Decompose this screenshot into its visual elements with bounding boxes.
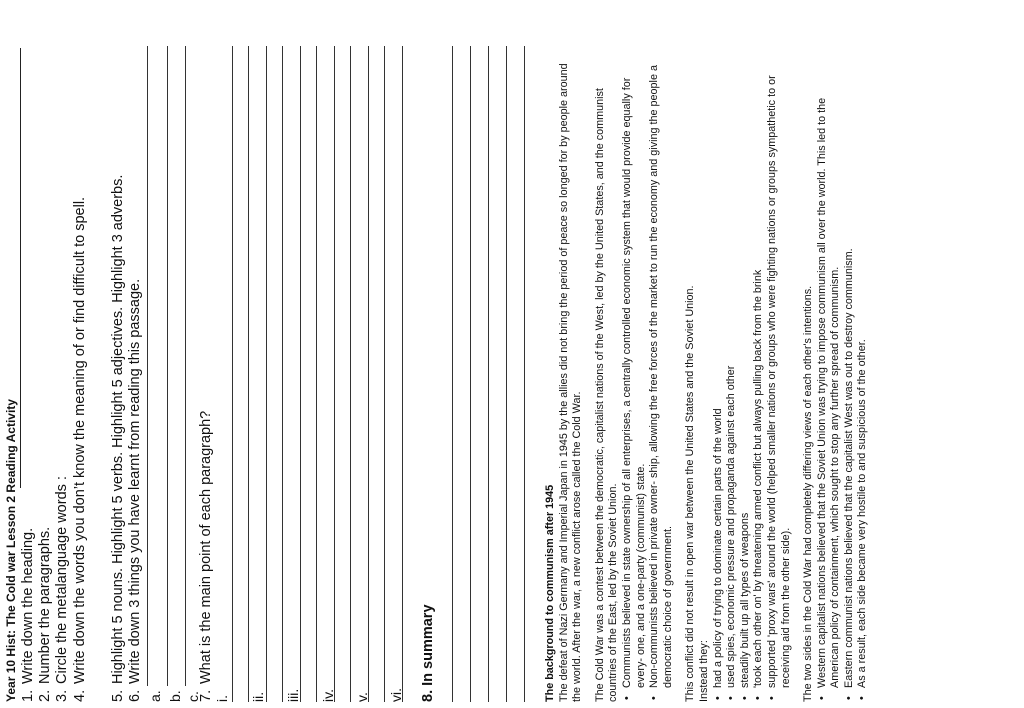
roman-line[interactable] <box>300 46 301 702</box>
summary-line[interactable] <box>506 46 507 702</box>
instruction-6: 6.Write down 3 things you have learnt from reading this passage. <box>127 278 143 702</box>
instruction-3: 3.Circle the metalanguage words : <box>54 476 70 702</box>
answer-a-label: a. <box>147 690 163 702</box>
roman-v: v. <box>354 692 370 702</box>
instruction-5: 5.Highlight 5 nouns. Highlight 5 verbs. Highlight 5 adjectives. Highlight 3 adverbs. <box>110 174 126 702</box>
roman-line[interactable] <box>384 46 385 702</box>
bullet-item: • supported 'proxy wars' around the world (helped smaller nations or groups who were fighting nations or groups sympathetic to or receiving aid from the other side). <box>766 52 793 702</box>
bullet-item: • 'took each other on' by threatening armed conflict but always pulling back from the brink <box>752 52 766 702</box>
paragraph-2: The Cold War was a contest between the democratic, capitalist nations of the West, led by the United States, and the communist countries of the East, led by the Soviet Union. <box>593 88 620 702</box>
roman-line[interactable] <box>266 46 267 702</box>
bullet-item: • As a result, each side became very hostile to and suspicious of the other. <box>856 52 870 702</box>
answer-b-line[interactable] <box>167 46 168 686</box>
bullet-item: • Eastern communist nations believed that the capitalist West was out to destroy communism. <box>843 52 857 702</box>
bullet-item: • steadily built up all types of weapons <box>739 52 753 702</box>
instruction-7: 7.What is the main point of each paragraph? <box>198 410 214 702</box>
roman-line[interactable] <box>282 46 283 702</box>
roman-iv: iv. <box>320 689 336 702</box>
summary-line[interactable] <box>470 46 471 702</box>
summary-heading: 8. In summary <box>420 604 436 702</box>
paragraph-1: The defeat of Nazi Germany and Imperial Japan in 1945 by the allies did not bring the period of peace so longed for by people around the world. After the war, a new conflict arose called the Cold War. <box>557 63 584 702</box>
roman-vi: vi. <box>388 688 404 702</box>
roman-line[interactable] <box>248 46 249 702</box>
answer-c-line[interactable] <box>185 46 186 686</box>
bullet-item: • used spies, economic pressure and propaganda against each other <box>725 52 739 702</box>
roman-line[interactable] <box>368 46 369 702</box>
answer-a-line[interactable] <box>147 46 148 686</box>
instruction-2: 2.Number the paragraphs. <box>37 526 53 702</box>
reading-passage <box>544 52 870 702</box>
paragraph-3: This conflict did not result in open war between the United States and the Soviet Union. <box>684 285 697 702</box>
answer-c-label: c. <box>185 691 201 702</box>
roman-ii: ii. <box>250 691 266 702</box>
roman-line[interactable] <box>334 46 335 702</box>
passage-heading: The background to communism after 1945 <box>544 484 556 702</box>
instruction-1: 1.Write down the heading. <box>20 527 36 702</box>
summary-line[interactable] <box>488 46 489 702</box>
roman-iii: iii. <box>285 688 301 702</box>
roman-i: i. <box>214 695 230 702</box>
heading-answer-line[interactable] <box>20 48 21 488</box>
answer-b-label: b. <box>167 690 183 702</box>
roman-line[interactable] <box>402 46 403 702</box>
bullet-item: • had a policy of trying to dominate certain parts of the world <box>712 52 726 702</box>
roman-line[interactable] <box>316 46 317 702</box>
roman-line[interactable] <box>232 46 233 702</box>
bullet-item: • Communists believed in state ownership of all enterprises, a centrally controlled economic system that would provide equally for every- one, and a one-party (communist) state. <box>621 52 648 702</box>
paragraph-4: The two sides in the Cold War had completely differing views of each other's intentions. <box>802 285 815 702</box>
bullet-item: • Non-communists believed in private owner- ship, allowing the free forces of the market to run the economy and giving the people a democratic choice of government. <box>648 52 675 702</box>
paragraph-3-lead: Instead they: <box>697 640 710 702</box>
summary-line[interactable] <box>524 46 525 702</box>
summary-line[interactable] <box>452 46 453 702</box>
bullet-item: • Western capitalist nations believed that the Soviet Union was trying to impose communism all over the world. This led to the American policy of containment, which sought to stop any further spread of communism. <box>816 52 843 702</box>
worksheet-title: Year 10 Hist: The Cold war Lesson 2 Reading Activity <box>4 399 18 702</box>
roman-line[interactable] <box>350 46 351 702</box>
instruction-4: 4.Write down the words you don’t know the meaning of or find difficult to spell. <box>72 196 88 702</box>
